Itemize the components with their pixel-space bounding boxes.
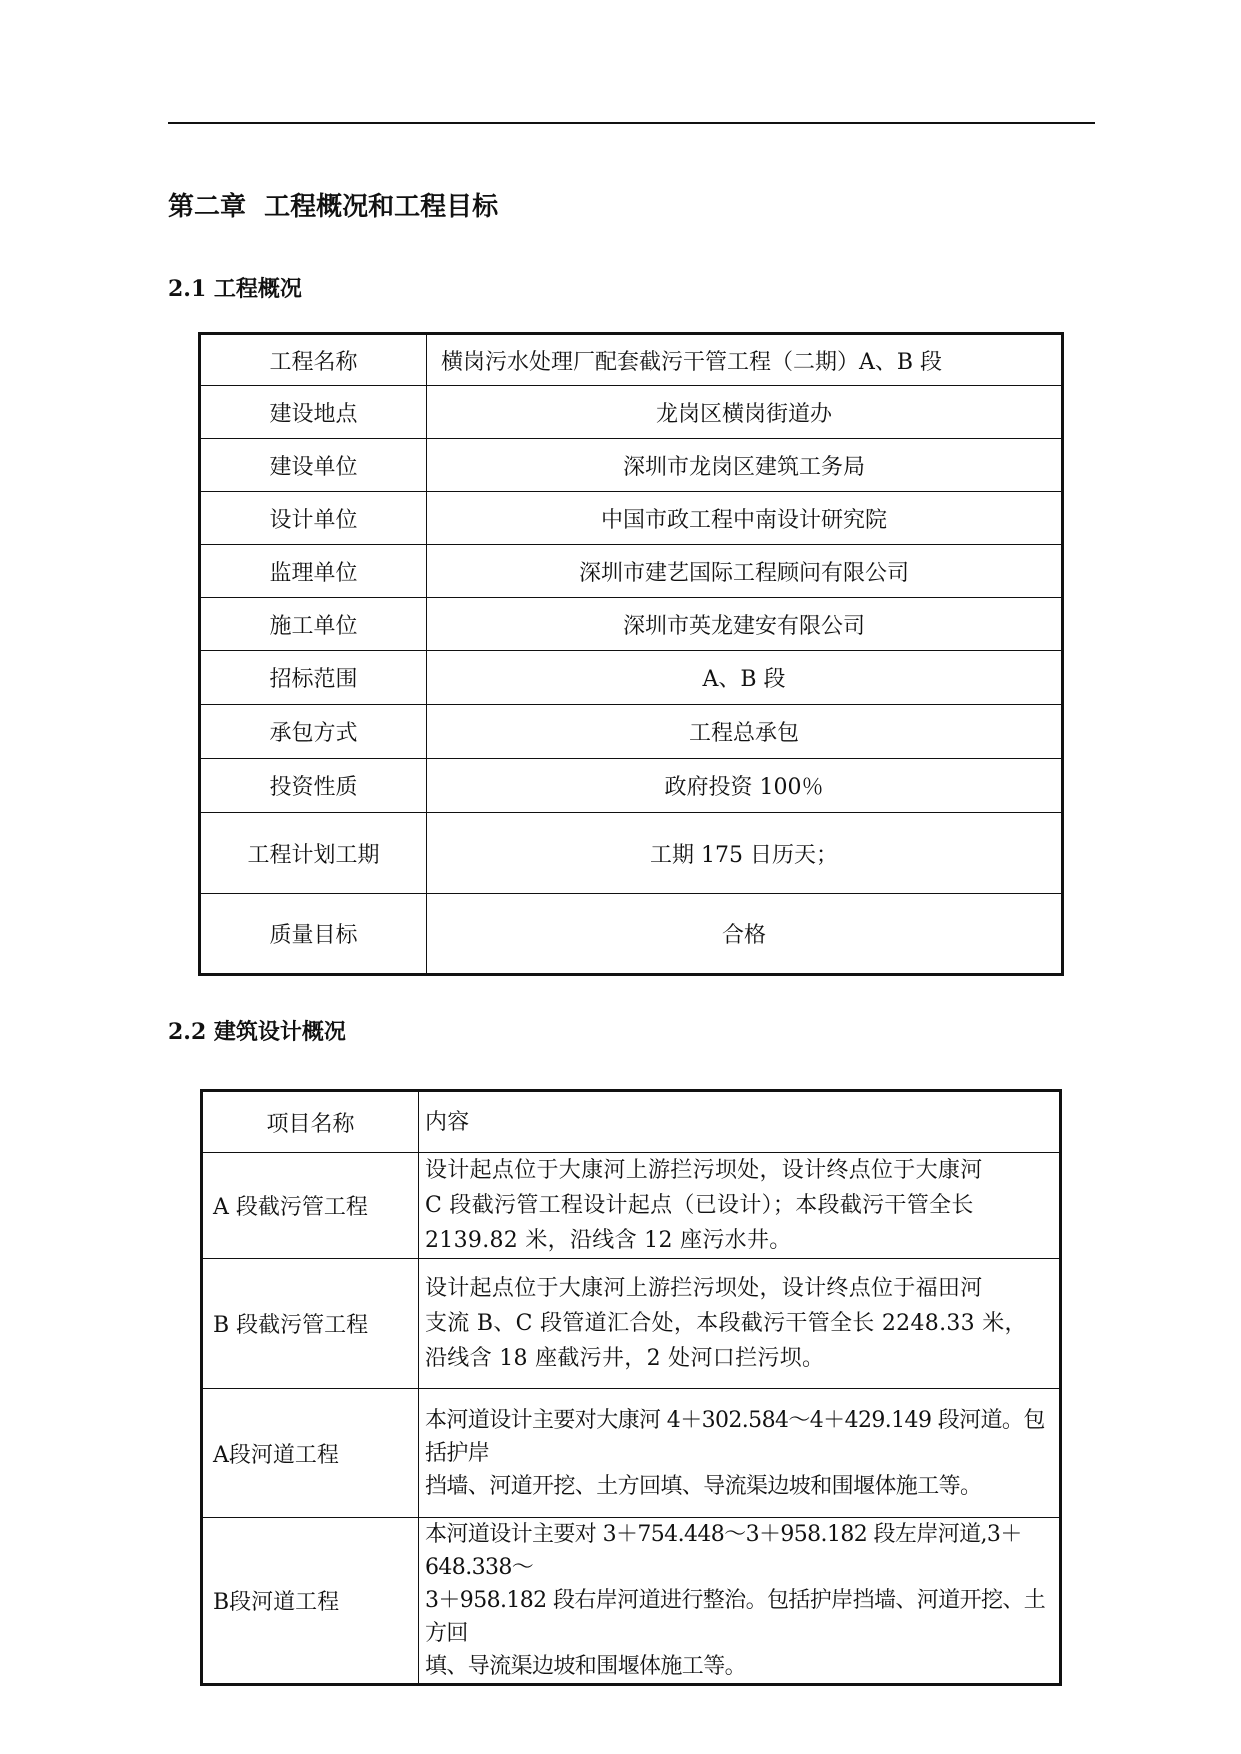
- row-content: [419, 1518, 1061, 1685]
- row-key: 施工单位: [200, 598, 427, 651]
- row-content: [419, 1259, 1061, 1389]
- content-line: 设计起点位于大康河上游拦污坝处，设计终点位于大康河: [425, 1158, 983, 1183]
- row-key: A段河道工程: [202, 1389, 419, 1518]
- row-value: 龙岗区横岗街道办: [427, 386, 1063, 439]
- row-key: B 段截污管工程: [202, 1259, 419, 1389]
- table-row: [200, 598, 1063, 651]
- row-value: 政府投资 100％: [427, 759, 1063, 813]
- row-key: 监理单位: [200, 545, 427, 598]
- row-key: 承包方式: [200, 705, 427, 759]
- content-line: 本河道设计主要对大康河 4＋302.584～4＋429.149 段河道。包括护岸: [425, 1407, 1045, 1466]
- row-key: A 段截污管工程: [202, 1153, 419, 1259]
- row-value: 工期 175 日历天；: [427, 813, 1063, 894]
- row-value: A、B 段: [427, 651, 1063, 705]
- content-line: 2139.82 米，沿线含 12 座污水井。: [425, 1228, 792, 1253]
- table-row: [200, 759, 1063, 813]
- table-row: [200, 334, 1063, 386]
- content-line: 填、导流渠边坡和围堰体施工等。: [425, 1654, 747, 1679]
- content-line: 支流 B、C 段管道汇合处，本段截污干管全长 2248.33 米，: [425, 1311, 1027, 1336]
- table-row: [200, 439, 1063, 492]
- table-row: [202, 1518, 1061, 1685]
- header-rule: [168, 122, 1095, 124]
- content-line: 设计起点位于大康河上游拦污坝处，设计终点位于福田河: [425, 1276, 983, 1301]
- row-key: 设计单位: [200, 492, 427, 545]
- content-line: 3＋958.182 段右岸河道进行整治。包括护岸挡墙、河道开挖、土方回: [425, 1588, 1046, 1646]
- header-value: 内容: [419, 1091, 1061, 1153]
- row-key: 投资性质: [200, 759, 427, 813]
- table-row: [200, 545, 1063, 598]
- row-key: 建设地点: [200, 386, 427, 439]
- row-value: 工程总承包: [427, 705, 1063, 759]
- content-line: 沿线含 18 座截污井，2 处河口拦污坝。: [425, 1346, 825, 1371]
- row-value: 深圳市建艺国际工程顾问有限公司: [427, 545, 1063, 598]
- content-line: 本河道设计主要对 3＋754.448～3＋958.182 段左岸河道,3＋648.338～: [425, 1522, 1022, 1580]
- content-line: 挡墙、河道开挖、土方回填、导流渠边坡和围堰体施工等。: [425, 1473, 982, 1499]
- table-row: [202, 1259, 1061, 1389]
- design-overview-table: [200, 1089, 1062, 1686]
- chapter-title: 第二章 工程概况和工程目标: [168, 192, 499, 222]
- row-key: 招标范围: [200, 651, 427, 705]
- table-row: [202, 1389, 1061, 1518]
- row-key: 质量目标: [200, 894, 427, 975]
- section-title-design: 2.2 建筑设计概况: [168, 1019, 346, 1045]
- row-value: 中国市政工程中南设计研究院: [427, 492, 1063, 545]
- row-key: 工程计划工期: [200, 813, 427, 894]
- table-row: [200, 894, 1063, 975]
- table-row: [200, 386, 1063, 439]
- table-row: [200, 492, 1063, 545]
- project-overview-table: [198, 332, 1064, 976]
- row-value: 深圳市英龙建安有限公司: [427, 598, 1063, 651]
- table-row: [200, 813, 1063, 894]
- row-key: B段河道工程: [202, 1518, 419, 1685]
- row-content: [419, 1153, 1061, 1259]
- row-key: 建设单位: [200, 439, 427, 492]
- table-row: [200, 651, 1063, 705]
- table-row: [200, 705, 1063, 759]
- row-value: 合格: [427, 894, 1063, 975]
- table-row: [202, 1153, 1061, 1259]
- section-title-overview: 2.1 工程概况: [168, 276, 302, 302]
- table-header-row: [202, 1091, 1061, 1153]
- row-content: [419, 1389, 1061, 1518]
- row-value: 深圳市龙岗区建筑工务局: [427, 439, 1063, 492]
- row-value: 横岗污水处理厂配套截污干管工程（二期）A、B 段: [427, 334, 1063, 386]
- header-key: 项目名称: [202, 1091, 419, 1153]
- content-line: C 段截污管工程设计起点（已设计）；本段截污干管全长: [425, 1193, 974, 1218]
- row-key: 工程名称: [200, 334, 427, 386]
